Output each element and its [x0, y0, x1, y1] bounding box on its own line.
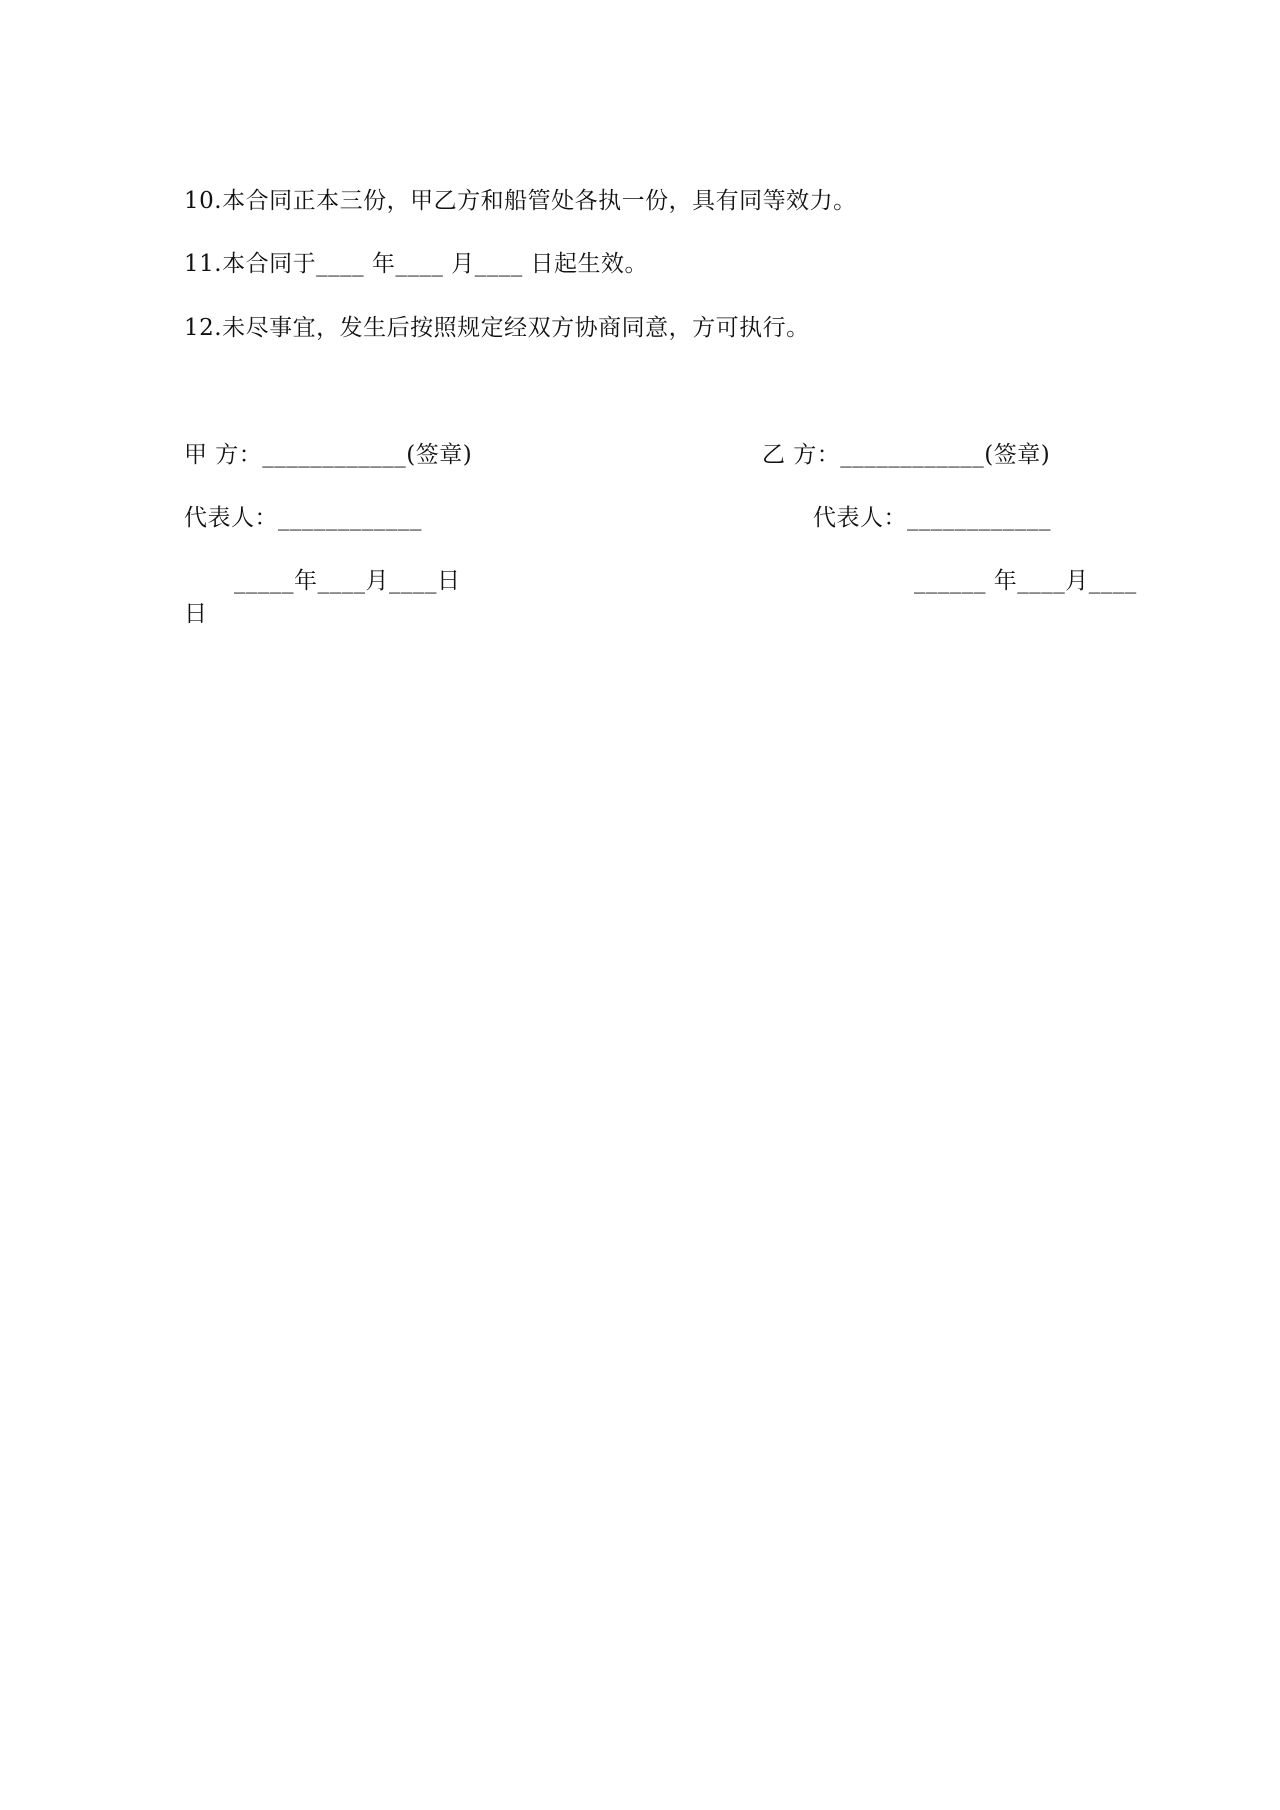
clause-11: 11.本合同于____ 年____ 月____ 日起生效。 [184, 251, 649, 277]
party-a-date-line: _____年____月____日 [234, 568, 461, 594]
clause-12: 12.未尽事宜，发生后按照规定经双方协商同意，方可执行。 [184, 315, 810, 341]
clause-10: 10.本合同正本三份，甲乙方和船管处各执一份，具有同等效力。 [184, 188, 857, 214]
party-b-date-wrap: 日 [184, 601, 208, 627]
party-a-representative-line: 代表人：____________ [184, 505, 422, 531]
party-b-date-line: ______ 年____月____ [914, 568, 1137, 594]
party-b-representative-line: 代表人：____________ [813, 505, 1051, 531]
party-b-signature-line: 乙 方：____________(签章) [762, 442, 1051, 468]
party-a-signature-line: 甲 方：____________(签章) [184, 442, 473, 468]
